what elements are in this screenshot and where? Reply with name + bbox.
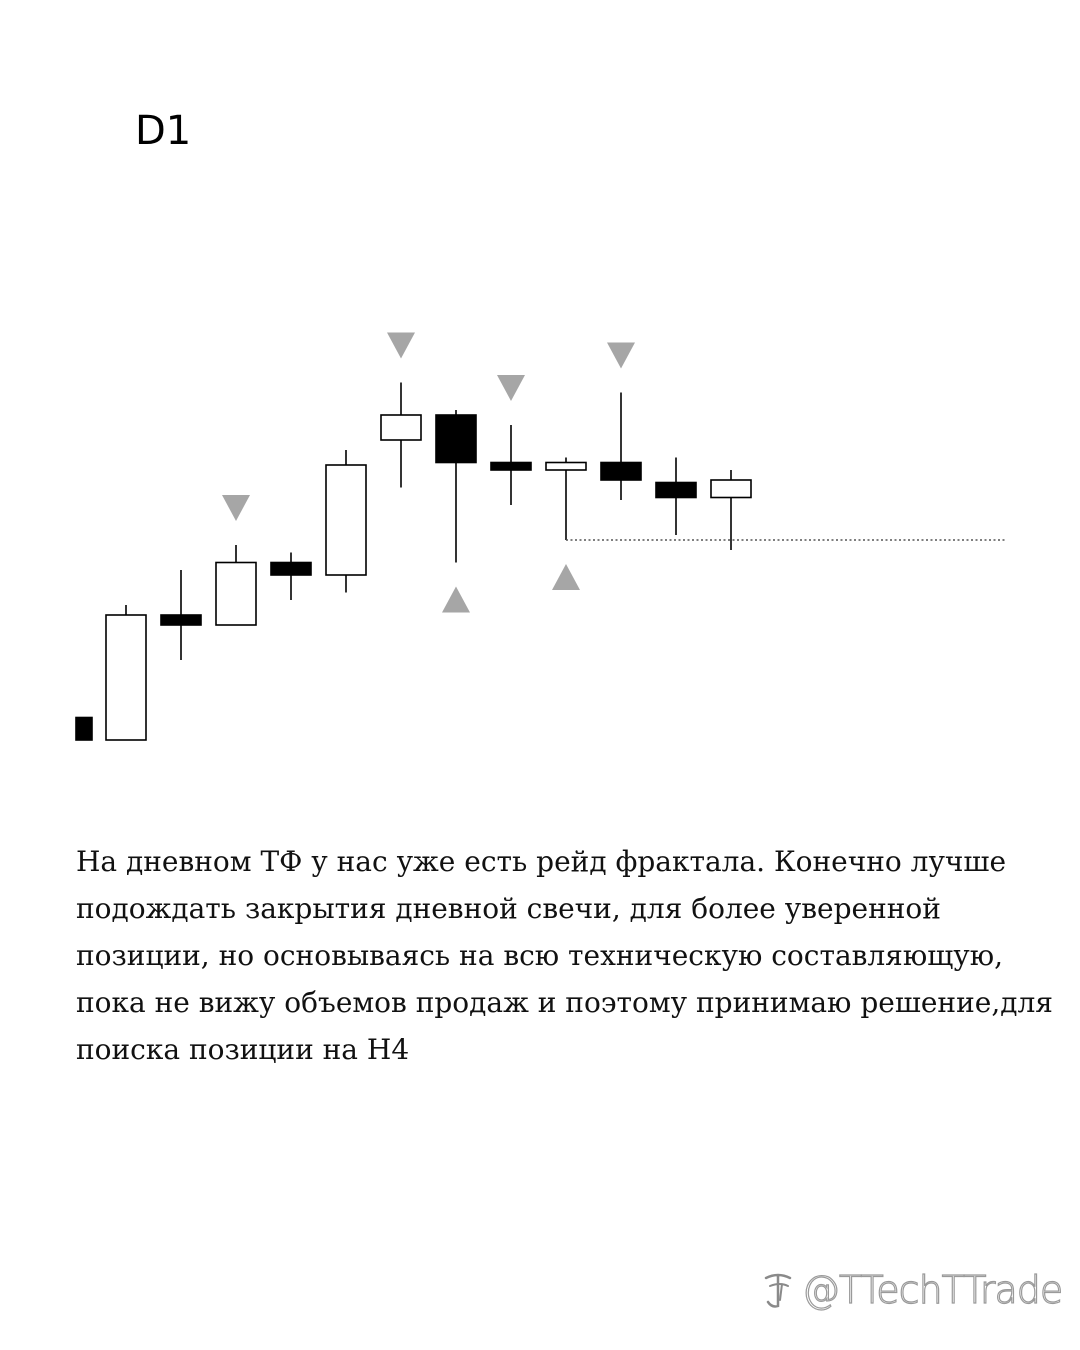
bearish-candle xyxy=(436,415,476,463)
timeframe-label: D1 xyxy=(135,108,192,154)
bearish-candle xyxy=(76,718,92,741)
bullish-candle xyxy=(711,480,751,498)
bullish-candle xyxy=(216,563,256,626)
fractal-low-marker xyxy=(552,564,580,590)
bearish-candle xyxy=(271,563,311,576)
bearish-candle xyxy=(161,615,201,625)
fractal-high-marker xyxy=(497,375,525,401)
fractal-high-marker xyxy=(607,343,635,369)
bearish-candle xyxy=(601,463,641,481)
caption-text: На дневном ТФ у нас уже есть рейд фрактала. Конечно лучше подождать закрытия дневной свечи, для более уверенной позиции, но основываясь на всю техническую составляющую, пока не вижу объемов продаж и поэтому принимаю решение,для поиска позиции на H4 xyxy=(76,845,1053,1066)
bearish-candle xyxy=(656,483,696,498)
fractal-low-marker xyxy=(442,587,470,613)
bullish-candle xyxy=(106,615,146,740)
fractal-high-marker xyxy=(222,495,250,521)
watermark-text: @TTechTTrade xyxy=(802,1268,1063,1312)
watermark xyxy=(760,1268,1062,1312)
double-t-logo-icon xyxy=(760,1270,796,1310)
bullish-candle xyxy=(381,415,421,440)
bearish-candle xyxy=(491,463,531,471)
bullish-candle xyxy=(326,465,366,575)
bullish-candle xyxy=(546,463,586,471)
fractal-high-marker xyxy=(387,333,415,359)
